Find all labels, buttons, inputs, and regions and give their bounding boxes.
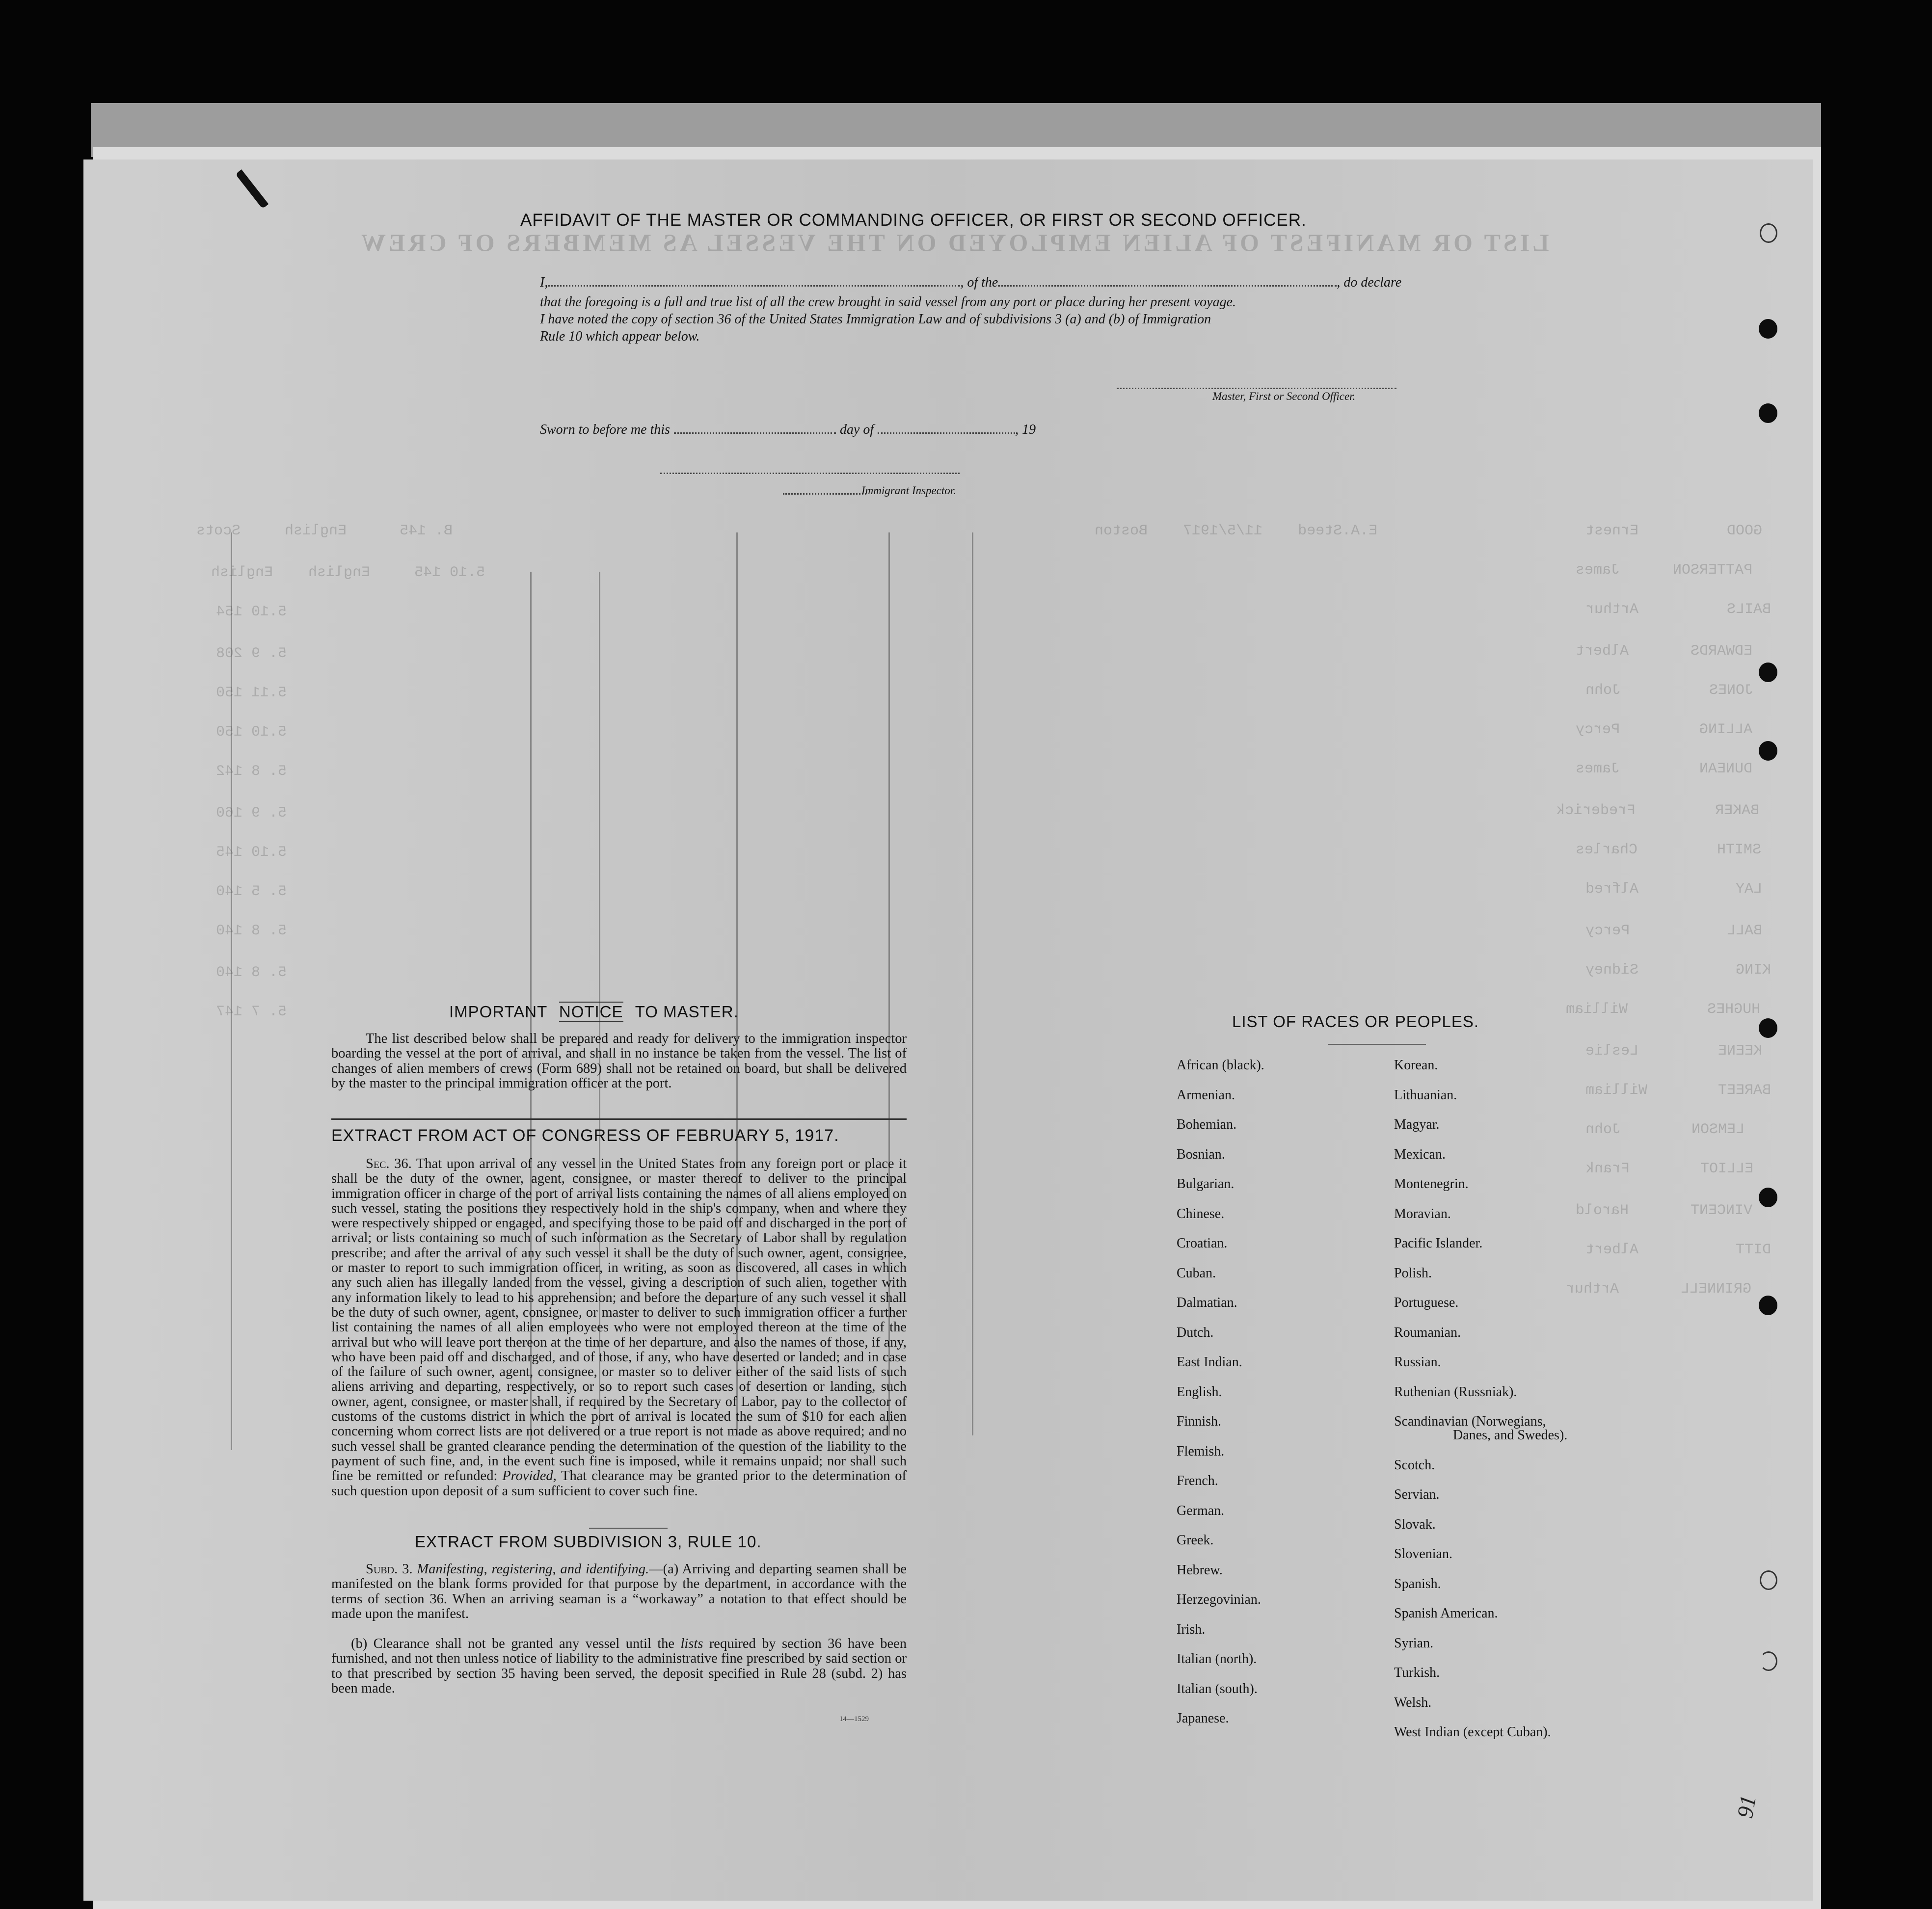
race-item: African (black).	[1177, 1058, 1264, 1073]
affidavit-line-1	[540, 275, 1401, 291]
race-item: Magyar.	[1394, 1117, 1440, 1132]
bleed-through-text: EDWARDS Albert	[1576, 643, 1753, 660]
bleed-through-text: 5. 8 142	[216, 763, 287, 780]
race-item: Pacific Islander.	[1394, 1236, 1483, 1251]
bleed-through-text: BAREET William	[1585, 1082, 1771, 1099]
race-item: Danes, and Swedes).	[1453, 1428, 1568, 1443]
race-item: Italian (south).	[1177, 1681, 1258, 1697]
rule-extract-title: EXTRACT FROM SUBDIVISION 3, RULE 10.	[415, 1533, 762, 1551]
race-item: Turkish.	[1394, 1665, 1440, 1680]
bleed-through-text: 5. 8 140	[216, 964, 287, 981]
master-signature-line[interactable]	[1117, 388, 1396, 389]
race-item: French.	[1177, 1473, 1218, 1488]
notice-title-notice: NOTICE	[559, 1003, 623, 1021]
form-number: 14—1529	[839, 1715, 869, 1723]
bleed-through-text: 5. 9 160	[216, 805, 287, 822]
race-item: Korean.	[1394, 1058, 1438, 1073]
bleed-through-text: KING Sidney	[1585, 962, 1771, 979]
bleed-through-text: 5.10 145 English English	[211, 564, 485, 581]
affidavit-of-the-label: , of the	[960, 275, 998, 290]
race-item: Roumanian.	[1394, 1325, 1461, 1340]
race-item: Spanish.	[1394, 1576, 1441, 1591]
races-title: LIST OF RACES OR PEOPLES.	[1232, 1012, 1479, 1031]
bleed-through-text: VINCENT Harold	[1576, 1202, 1753, 1219]
subd-b-start: (b) Clearance shall not be granted any vessel until the	[351, 1636, 675, 1651]
punch-hole	[1759, 1296, 1777, 1315]
bleed-through-text: 5.10 150	[216, 724, 287, 741]
race-item: Chinese.	[1177, 1206, 1225, 1221]
race-item: Greek.	[1177, 1533, 1214, 1548]
bleed-through-text: E.A.Steed 11/5/1917 Boston	[1095, 523, 1378, 539]
bleed-through-text: ALLING Percy	[1576, 721, 1753, 738]
act-extract-text	[331, 1157, 907, 1499]
bleed-through-text: GOOD Ernest	[1585, 523, 1763, 539]
bleed-through-rule	[231, 532, 232, 1450]
ink-mark	[235, 159, 288, 209]
race-item: Scotch.	[1394, 1457, 1435, 1473]
act-body-end: That clearance may be granted prior to the determination of such question upon deposit of a sum sufficient to cover such fine.	[331, 1468, 907, 1499]
act-title-rule	[331, 1118, 907, 1120]
affidavit-title: AFFIDAVIT OF THE MASTER OR COMMANDING OFFICER, OR FIRST OR SECOND OFFICER.	[520, 211, 1307, 230]
bleed-through-text: SMITH Charles	[1576, 842, 1762, 858]
race-item: West Indian (except Cuban).	[1394, 1724, 1551, 1740]
race-item: Montenegrin.	[1394, 1176, 1469, 1192]
vessel-blank[interactable]	[998, 285, 1337, 287]
punch-hole	[1759, 741, 1777, 761]
race-item: Bulgarian.	[1177, 1176, 1234, 1192]
race-item: Dalmatian.	[1177, 1295, 1237, 1310]
bleed-through-text: DITT Albert	[1585, 1242, 1771, 1258]
affidavit-line-3: I have noted the copy of section 36 of the United States Immigration Law and of subdivisions 3 (a) and (b) of Immigration	[540, 312, 1211, 327]
act-extract-title: EXTRACT FROM ACT OF CONGRESS OF FEBRUARY 5, 1917.	[331, 1126, 839, 1145]
race-item: Portuguese.	[1394, 1295, 1459, 1310]
bleed-through-heading: LIST OR MANIFEST OF ALIEN EMPLOYED ON THE VESSEL AS MEMBERS OF CREW	[358, 229, 1549, 256]
affidavit-line-2: that the foregoing is a full and true list of all the crew brought in said vessel from any port or place during her present voyage.	[540, 294, 1236, 310]
bleed-through-text: BALL Percy	[1585, 923, 1763, 939]
affidavit-line-4: Rule 10 which appear below.	[540, 329, 700, 344]
bleed-through-text: PATTERSON James	[1576, 562, 1753, 579]
sworn-line	[540, 422, 1036, 438]
inspector-signature-label: Immigrant Inspector.	[861, 484, 956, 497]
year-label: , 19	[1015, 422, 1036, 437]
bleed-through-text: 5.11 150	[216, 685, 287, 701]
rule-subd-a	[331, 1562, 907, 1621]
race-item: Hebrew.	[1177, 1562, 1223, 1578]
race-item: Irish.	[1177, 1621, 1206, 1637]
manifest-page	[83, 159, 1813, 1901]
inspector-signature-line[interactable]	[660, 473, 960, 474]
day-of-label: day of	[839, 422, 874, 437]
separator-rule	[589, 1528, 668, 1529]
section-label: Sec. 36.	[366, 1156, 412, 1171]
race-item: Cuban.	[1177, 1265, 1216, 1281]
race-item: English.	[1177, 1384, 1222, 1400]
bleed-through-text: JONES John	[1585, 682, 1754, 699]
name-blank[interactable]	[548, 285, 960, 287]
race-item: Slovak.	[1394, 1516, 1436, 1532]
punch-hole	[1760, 1651, 1777, 1671]
punch-hole	[1759, 1018, 1777, 1038]
punch-hole	[1760, 1570, 1777, 1590]
bleed-through-text: 5.10 145	[216, 844, 287, 861]
bleed-through-text: 5. 8 140	[216, 923, 287, 939]
sworn-month-blank[interactable]	[878, 432, 1015, 434]
bleed-through-text: LAY Alfred	[1585, 881, 1763, 898]
punch-hole	[1759, 403, 1777, 423]
bleed-through-text: 5.10 154	[216, 604, 287, 620]
notice-title-to-master: TO MASTER.	[635, 1003, 739, 1021]
race-item: Polish.	[1394, 1265, 1432, 1281]
bleed-through-text: ELLIOT Frank	[1585, 1161, 1754, 1177]
race-item: Armenian.	[1177, 1087, 1235, 1103]
notice-title	[449, 1003, 739, 1021]
bleed-through-text: B. 145 English Scots	[196, 523, 453, 539]
bleed-through-text: 5. 7 147	[216, 1004, 287, 1020]
sworn-day-blank[interactable]	[674, 432, 836, 434]
race-item: Herzegovinian.	[1177, 1592, 1261, 1607]
race-item: Flemish.	[1177, 1443, 1225, 1459]
punch-hole	[1759, 319, 1777, 339]
proviso-word: Provided,	[502, 1468, 557, 1484]
race-item: Lithuanian.	[1394, 1087, 1457, 1103]
race-item: Syrian.	[1394, 1635, 1434, 1651]
race-item: Spanish American.	[1394, 1606, 1498, 1621]
bleed-through-text: GRINNELL Arthur	[1566, 1281, 1752, 1298]
race-item: Croatian.	[1177, 1236, 1228, 1251]
subd-b-lists: lists	[680, 1636, 703, 1651]
punch-hole	[1759, 663, 1777, 682]
race-item: Japanese.	[1177, 1711, 1229, 1726]
race-item: Russian.	[1394, 1354, 1441, 1370]
bleed-through-text: KEENE Leslie	[1585, 1043, 1763, 1060]
races-title-rule	[1328, 1044, 1426, 1045]
race-item: Finnish.	[1177, 1414, 1222, 1429]
race-item: Slovenian.	[1394, 1546, 1452, 1562]
act-body: That upon arrival of any vessel in the United States from any foreign port or place it shall be the duty of the owner, agent, consignee, or master thereof to deliver to the principal immigration officer in charge of the port of arrival lists containing the names of all aliens employed on such vessel, stating the positions they respectively hold in the ship's company, when and where they were respectively shipped or engaged, and specifying those to be paid off and discharged in the port of arrival; or lists containing so much of such information as the Secretary of Labor shall by regulation prescribe; and after the arrival of any such vessel it shall be the duty of such owner, agent, consignee, or master to report to such immigration officer, in writing, as soon as discovered, all cases in which any such alien has illegally landed from the vessel, giving a description of such alien, together with any information likely to lead to his apprehension; and before the departure of any such vessel it shall be the duty of such owner, agent, consignee, or master to deliver to such immigration officer a further list containing the names of all alien employees who were not employed thereon at the time of the arrival but who will leave port thereon at the time of her departure, and also the names of those, if any, who have been paid off and discharged, and of those, if any, who have deserted or landed; and in case of the failure of such owner, agent, consignee, or master so to deliver either of the said lists of such aliens arriving and departing, respectively, or so to report such cases of desertion or landing, such owner, agent, consignee, or master shall, if required by the Secretary of Labor, pay to the collector of customs of the customs district in which the port of arrival is located the sum of $10 for each alien concerning whom correct lists are not delivered or a true report is not made as above required; and no such vessel shall be granted clearance pending the determination of the question of the liability to the payment of such fine, and, in the event such fine is imposed, while it remains unpaid; nor shall such fine be remitted or refunded:	[331, 1156, 907, 1484]
subd-a-text: —(a) Arriving and departing seamen shall be manifested on the blank forms provided for that purpose by the department, in accordance with the terms of section 36. When an arriving seaman is a “workaway” a notation to that effect should be made upon the manifest.	[331, 1562, 907, 1621]
race-item: Mexican.	[1394, 1146, 1446, 1162]
bleed-through-text: LEMSON John	[1585, 1121, 1745, 1138]
master-signature-label: Master, First or Second Officer.	[1212, 390, 1356, 402]
race-item: Ruthenian (Russniak).	[1394, 1384, 1517, 1400]
race-item: Welsh.	[1394, 1695, 1432, 1710]
bleed-through-text: 5. 9 208	[216, 645, 287, 662]
race-item: Servian.	[1394, 1487, 1440, 1502]
sworn-label: Sworn to before me this	[540, 422, 670, 437]
race-item: Dutch.	[1177, 1325, 1214, 1340]
subd-label: Subd. 3.	[366, 1562, 413, 1577]
race-item: Bosnian.	[1177, 1146, 1225, 1162]
bleed-through-rule	[972, 532, 973, 1435]
inspector-signature-line	[783, 493, 866, 495]
subd-italic: Manifesting, registering, and identifying.	[417, 1562, 649, 1577]
notice-text: The list described below shall be prepared and ready for delivery to the immigration inspector boarding the vessel at the port of arrival, and shall in no instance be taken from the vessel. The list of changes of alien members of crews (Form 689) shall not be retained on board, but shall be delivered by the master to the principal immigration officer at the port.	[331, 1031, 907, 1091]
notice-title-important: IMPORTANT	[449, 1003, 547, 1021]
race-item: Italian (north).	[1177, 1651, 1257, 1667]
race-item: Moravian.	[1394, 1206, 1451, 1221]
punch-hole	[1759, 1188, 1777, 1207]
race-item: Bohemian.	[1177, 1117, 1237, 1132]
rule-subd-b	[331, 1637, 907, 1696]
affidavit-declare-label: , do declare	[1337, 275, 1402, 290]
bleed-through-text: BAKER Frederick	[1556, 802, 1760, 819]
punch-hole	[1760, 223, 1777, 243]
race-item: East Indian.	[1177, 1354, 1242, 1370]
affidavit-i-label: I,	[540, 275, 548, 290]
bleed-through-text: BAILS Arthur	[1585, 601, 1771, 618]
bleed-through-text: HUGHES William	[1566, 1001, 1761, 1018]
subd-b-text: required by section 36 have been furnished, and not then unless notice of liability to the administrative fine prescribed by said section or to that prescribed by section 35 having been served, the deposit specified in Rule 28 (subd. 2) has been made.	[331, 1636, 907, 1696]
bleed-through-text: 5. 5 140	[216, 883, 287, 900]
race-item: German.	[1177, 1503, 1225, 1518]
bleed-through-text: DUNEAN James	[1576, 761, 1753, 777]
handwritten-mark: 91	[1732, 1793, 1761, 1820]
race-item: Scandinavian (Norwegians,	[1394, 1414, 1546, 1429]
